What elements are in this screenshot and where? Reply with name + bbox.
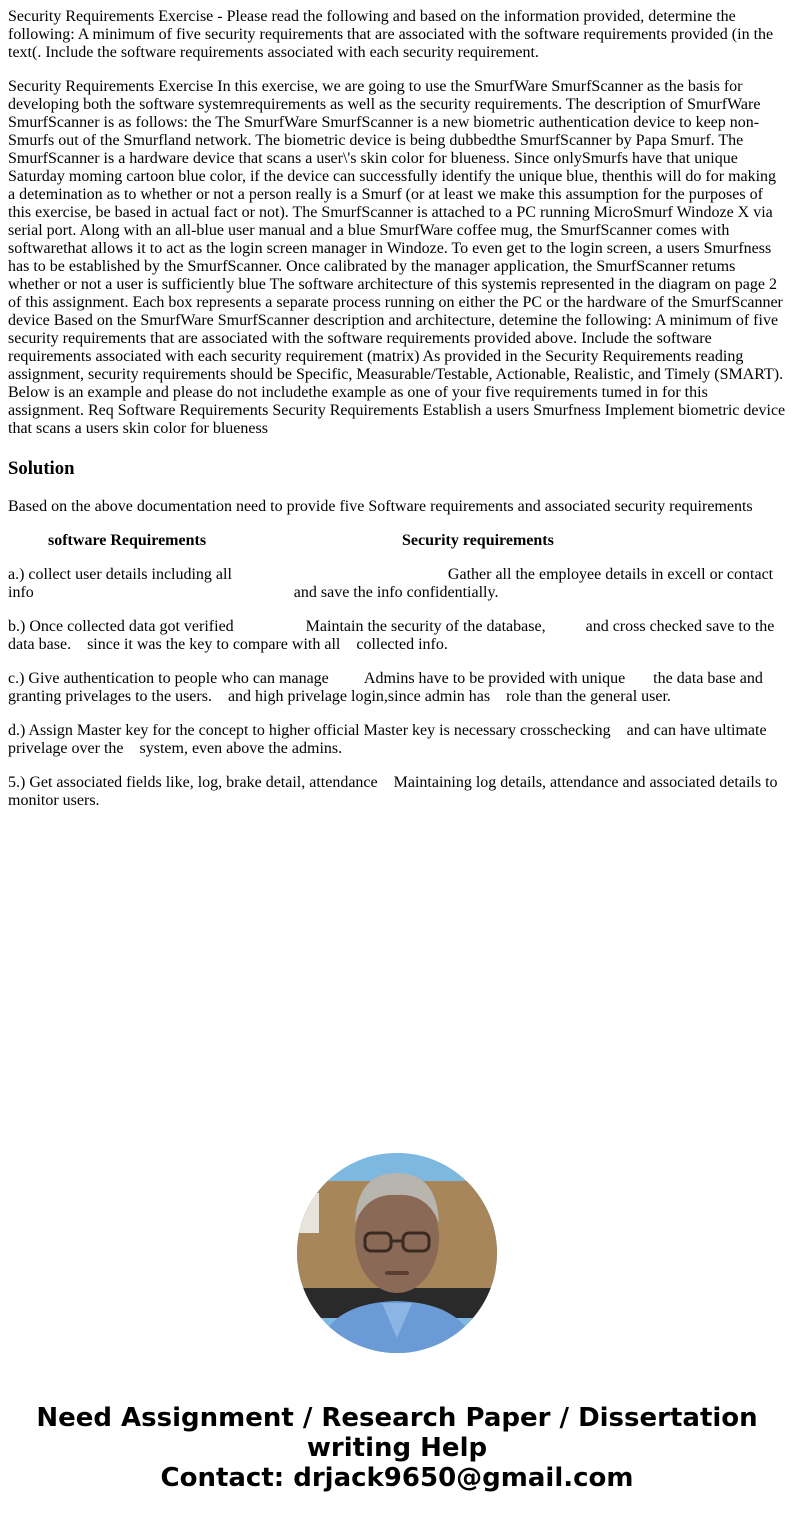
solution-intro: Based on the above documentation need to provide five Software requirements and associated security requirements	[8, 498, 753, 515]
contact-banner	[0, 1403, 794, 1493]
question-intro: Security Requirements Exercise - Please read the following and based on the information provided, determine the following: A minimum of five security requirements that are associated with the software requirements provided (in the text(. Include the software requirements associated with each security requirement.	[8, 8, 774, 61]
column-software-requirements: software Requirements	[48, 532, 207, 549]
requirement-item: 5.) Get associated fields like, log, brake detail, attendance Maintaining log details, attendance and associated details to monitor users.	[8, 774, 782, 809]
help-tagline: Need Assignment / Research Paper / Dissertation writing Help	[36, 1403, 758, 1463]
author-avatar	[297, 1153, 497, 1353]
column-security-requirements: Security requirements	[402, 532, 554, 549]
contact-email: Contact: drjack9650@gmail.com	[160, 1463, 634, 1493]
requirements-header-row	[8, 532, 786, 550]
requirement-item: d.) Assign Master key for the concept to higher official Master key is necessary crosschecking and can have ultimate privelage over the system, even above the admins.	[8, 722, 771, 757]
solution-heading: Solution	[8, 458, 75, 479]
document-content	[8, 8, 786, 826]
question-body: Security Requirements Exercise In this exercise, we are going to use the SmurfWare SmurfScanner as the basis for developing both the software systemrequirements as well as the security requirements. The description of SmurfWare SmurfScanner is as follows: the The SmurfWare SmurfScanner is a new biometric authentication device to keep non-Smurfs out of the Smurfland network. The biometric device is being dubbedthe SmurfScanner by Papa Smurf. The SmurfScanner is a hardware device that scans a user\'s skin color for blueness. Since onlySmurfs have that unique Saturday moming cartoon blue color, if the device can successfully identify the unique blue, thenthis will do for making a detemination as to whether or not a person really is a Smurf (or at least we make this assumption for the purposes of this exercise, be based in actual fact or not). The SmurfScanner is attached to a PC running MicroSmurf Windoze X via serial port. Along with an all-blue user manual and a blue SmurfWare coffee mug, the SmurfScanner comes with softwarethat allows it to act as the login screen manager in Windoze. To even get to the login screen, a users Smurfness has to be established by the SmurfScanner. Once calibrated by the manager application, the SmurfScanner retums whether or not a user is sufficiently blue The software architecture of this systemis represented in the diagram on page 2 of this assignment. Each box represents a separate process running on either the PC or the hardware of the SmurfScanner device Based on the SmurfWare SmurfScanner description and architecture, detemine the following: A minimum of five security requirements that are associated with the software requirements provided above. Include the software requirements associated with each security requirement (matrix) As provided in the Security Requirements reading assignment, security requirements should be Specific, Measurable/Testable, Actionable, Realistic, and Timely (SMART). Below is an example and please do not includethe example as one of your five requirements tumed in for this assignment. Req Software Requirements Security Requirements Establish a users Smurfness Implement biometric device that scans a users skin color for blueness	[8, 78, 786, 437]
requirement-item: b.) Once collected data got verified Maintain the security of the database, and cross checked save to the data base. since it was the key to compare with all collected info.	[8, 618, 779, 653]
requirement-item: c.) Give authentication to people who can manage Admins have to be provided with unique the data base and granting privelages to the users. and high privelage login,since admin has role than the general user.	[8, 670, 767, 705]
portrait-photo-icon	[297, 1153, 497, 1353]
requirement-item: a.) collect user details including all Gather all the employee details in excell or contact info and save the info confidentially.	[8, 566, 778, 601]
